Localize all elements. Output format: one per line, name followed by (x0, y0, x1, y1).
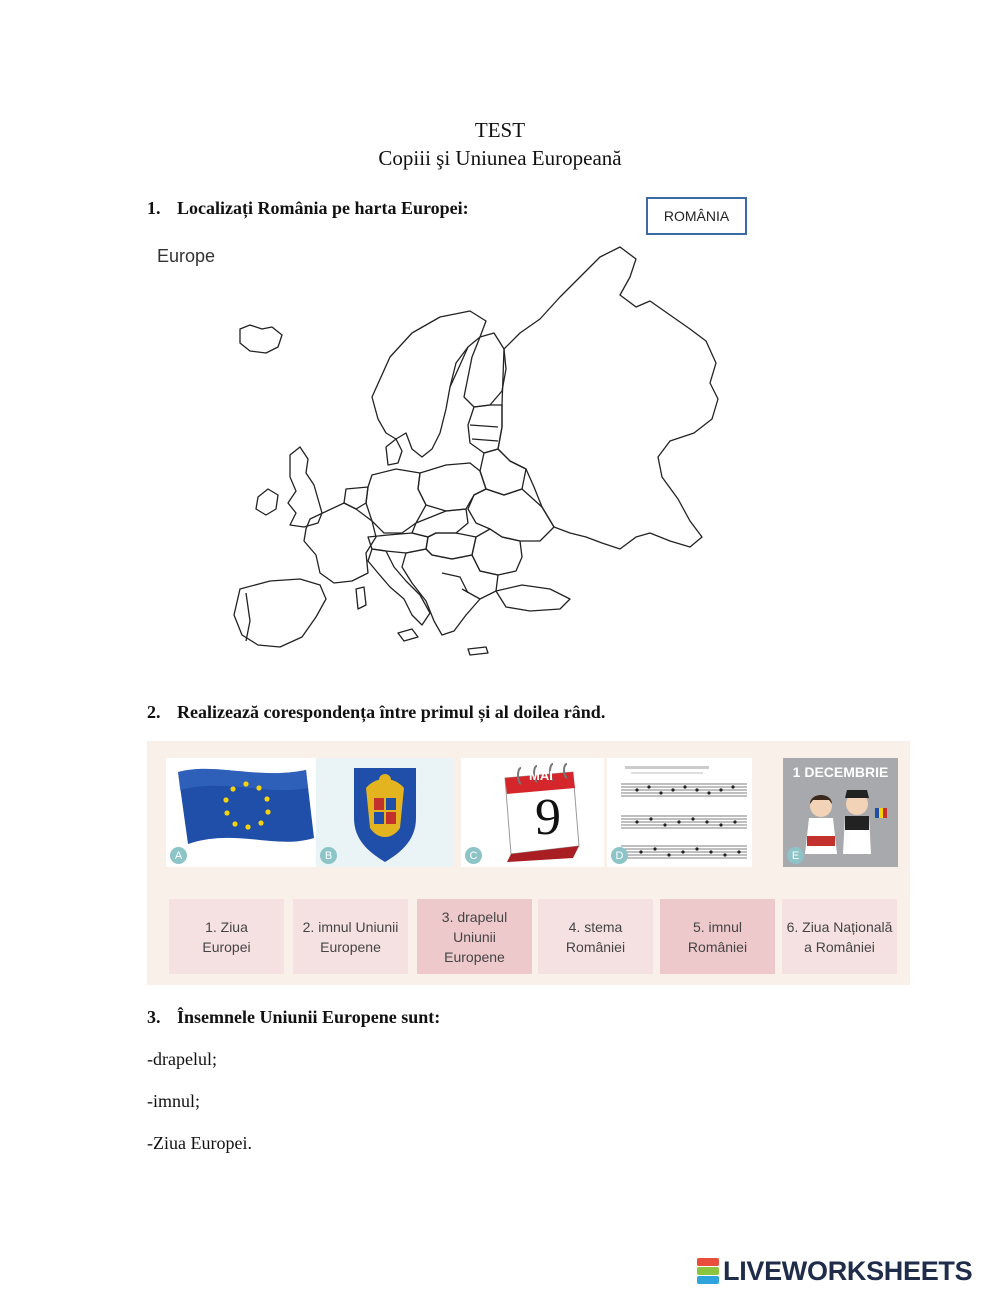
letter-badge: C (465, 847, 482, 864)
logo-cubes-icon (697, 1258, 719, 1284)
label-card[interactable] (417, 899, 532, 974)
label-line: 6. Ziua Națională (786, 918, 893, 935)
sheet-music-icon (607, 758, 752, 867)
answer-drop-box[interactable]: ROMÂNIA (646, 197, 747, 235)
europe-map[interactable] (150, 237, 775, 677)
label-line: 3. drapelul (441, 908, 508, 925)
matching-panel (147, 741, 910, 985)
question-number: 1. (147, 198, 161, 218)
label-line: României (687, 938, 748, 955)
label-line: Europene (444, 948, 505, 965)
question-3 (147, 1007, 440, 1028)
map-title-label: Europe (157, 246, 216, 266)
label-line: 2. imnul Uniunii (302, 918, 399, 935)
page-subtitle: Copiii şi Uniunea Europeană (378, 146, 622, 170)
liveworksheets-logo (697, 1254, 972, 1288)
label-card[interactable] (169, 899, 284, 974)
label-line: 4. stema (568, 918, 623, 935)
label-line: a României (804, 938, 875, 955)
label-line: României (565, 938, 626, 955)
label-line: 5. imnul (692, 918, 742, 935)
letter-badge: A (170, 847, 187, 864)
list-item: -Ziua Europei. (147, 1133, 252, 1153)
question-1 (147, 198, 469, 219)
question-text: Însemnele Uniunii Europene sunt: (177, 1007, 441, 1027)
list-item: -drapelul; (147, 1049, 217, 1069)
letter-badge: E (787, 847, 804, 864)
label-card[interactable] (293, 899, 408, 974)
list-item: -imnul; (147, 1091, 200, 1111)
calendar-month: MAI (529, 768, 553, 783)
label-line: Europene (320, 938, 381, 955)
label-line: 1. Ziua (205, 918, 248, 935)
image-card-calendar[interactable] (461, 758, 604, 867)
eu-flag-icon (166, 758, 316, 867)
label-card[interactable] (782, 899, 897, 974)
label-card[interactable] (538, 899, 653, 974)
calendar-day: 9 (535, 789, 561, 846)
question-text: Realizează corespondența între primul și al doilea rând. (177, 702, 606, 722)
question-number: 2. (147, 702, 161, 722)
image-card-coat-of-arms[interactable] (316, 758, 453, 867)
label-line: Europei (202, 938, 251, 955)
europe-map-outline (150, 237, 775, 677)
image-card-national-day[interactable] (783, 758, 898, 867)
national-day-caption: 1 DECEMBRIE (792, 764, 889, 780)
letter-badge: D (611, 847, 628, 864)
image-card-eu-flag[interactable] (166, 758, 316, 867)
question-text: Localizați România pe harta Europei: (177, 198, 469, 218)
letter-badge: B (320, 847, 337, 864)
question-2 (147, 702, 605, 723)
label-line: Uniunii (453, 928, 496, 945)
label-card[interactable] (660, 899, 775, 974)
page-title: TEST (474, 118, 526, 142)
coat-of-arms-icon (316, 758, 453, 867)
question-number: 3. (147, 1007, 161, 1027)
image-card-sheet-music[interactable] (607, 758, 752, 867)
logo-text: LIVEWORKSHEETS (723, 1255, 973, 1286)
